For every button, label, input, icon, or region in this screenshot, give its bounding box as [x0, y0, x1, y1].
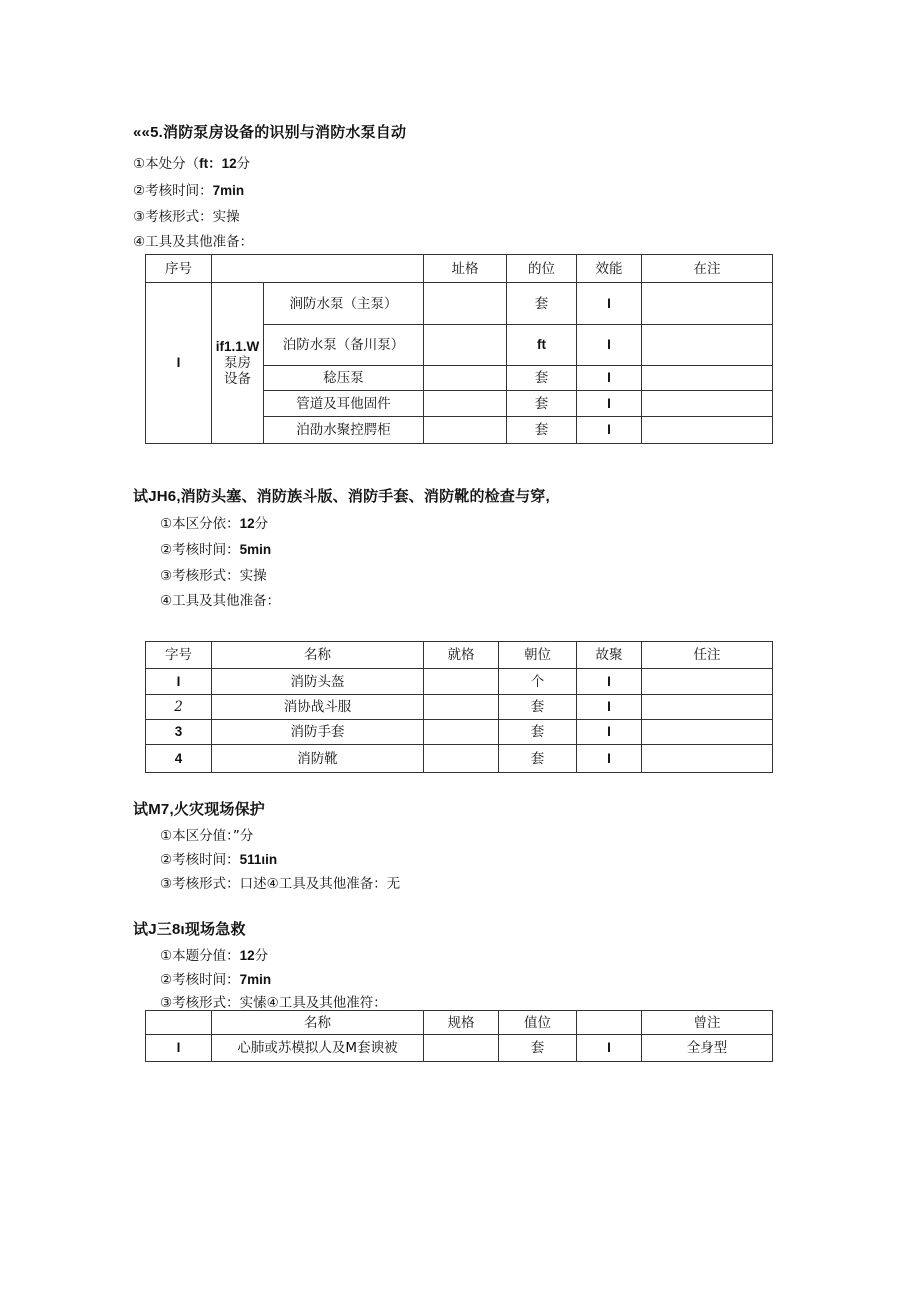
unit-cell: 套 — [507, 366, 577, 391]
section-5-title: ««5.消防泵房设备的识别与消防水泵自动 — [133, 124, 407, 141]
name-cell: 心肺或苏模拟人及M套谀被 — [212, 1035, 424, 1062]
unit-cell: 套 — [499, 1035, 577, 1062]
score-label: ①本题分值： — [160, 948, 240, 964]
header-cell: 的位 — [507, 255, 577, 283]
no-cell: 2 — [146, 695, 212, 720]
header-cell: 序号 — [146, 255, 212, 283]
category-line-2: 泵房 — [224, 355, 251, 371]
section-5-score — [133, 152, 250, 172]
seq-cell: I — [146, 283, 212, 444]
header-cell — [212, 255, 424, 283]
unit-cell: 套 — [507, 283, 577, 325]
unit-cell: ft — [507, 325, 577, 366]
qty-cell: I — [577, 391, 642, 417]
table-row — [146, 283, 773, 325]
section-7-time — [160, 848, 277, 868]
qty-cell: I — [577, 695, 642, 720]
unit-cell: 套 — [507, 391, 577, 417]
header-cell: 在注 — [642, 255, 773, 283]
spec-cell — [424, 745, 499, 773]
name-cell: 涧防水泵（主泵） — [264, 283, 424, 325]
section-8-form: ③考核形式：实愫④工具及其他准符： — [160, 995, 387, 1011]
section-6-score — [160, 512, 268, 532]
category-line-3: 设备 — [224, 371, 251, 387]
section-8-score — [160, 944, 268, 964]
score-unit: 分 — [236, 156, 251, 172]
section-6-form: ③考核形式：实操 — [160, 568, 267, 584]
spec-cell — [424, 391, 507, 417]
no-cell: 4 — [146, 745, 212, 773]
name-cell: 消协战斗服 — [212, 695, 424, 720]
note-cell — [642, 366, 773, 391]
note-cell: 全身型 — [642, 1035, 773, 1062]
spec-cell — [424, 1035, 499, 1062]
spec-cell — [424, 366, 507, 391]
qty-cell: I — [577, 283, 642, 325]
spec-cell — [424, 695, 499, 720]
note-cell — [642, 417, 773, 444]
note-cell — [642, 325, 773, 366]
section-7-title: 试M7,火灾现场保护 — [133, 801, 266, 818]
name-cell: 消防手套 — [212, 720, 424, 745]
note-cell — [642, 720, 773, 745]
spec-cell — [424, 325, 507, 366]
score-value: 12 — [239, 516, 255, 531]
section-8-table — [145, 1010, 773, 1062]
section-7-form: ③考核形式：口述④工具及其他准备：无 — [160, 876, 401, 892]
header-cell — [146, 1011, 212, 1035]
name-cell: 泊劭水聚控腭柜 — [264, 417, 424, 444]
score-label: ①本区分依： — [160, 516, 240, 532]
header-cell: 曾注 — [642, 1011, 773, 1035]
time-value: 5min — [239, 542, 272, 557]
time-label: ②考核时间： — [160, 972, 240, 988]
unit-cell: 个 — [499, 669, 577, 695]
name-cell: 泊防水泵（备川泵） — [264, 325, 424, 366]
header-cell: 名称 — [212, 1011, 424, 1035]
table-row — [146, 695, 773, 720]
score-unit: 分 — [254, 516, 269, 532]
section-8-title: 试J三8ι现场急救 — [133, 921, 246, 938]
table-row — [146, 745, 773, 773]
table-header-row — [146, 255, 773, 283]
section-6-time — [160, 538, 271, 558]
section-5-tools: ④工具及其他准备： — [133, 234, 254, 250]
category-cell — [212, 283, 264, 444]
section-6-title: 试JH6,消防头塞、消防族斗版、消防手套、消防靴的检查与穿, — [133, 488, 550, 505]
note-cell — [642, 669, 773, 695]
spec-cell — [424, 669, 499, 695]
header-cell: 址格 — [424, 255, 507, 283]
score-value: 12 — [239, 948, 255, 963]
time-label: ②考核时间： — [160, 542, 240, 558]
time-value: 7min — [239, 972, 272, 987]
header-cell: 效能 — [577, 255, 642, 283]
time-label: ②考核时间： — [160, 852, 240, 868]
unit-cell: 套 — [499, 720, 577, 745]
header-cell: 值位 — [499, 1011, 577, 1035]
section-6-table — [145, 641, 773, 773]
score-value: ft：12 — [199, 156, 237, 171]
header-cell: 故聚 — [577, 642, 642, 669]
table-header-row — [146, 642, 773, 669]
qty-cell: I — [577, 417, 642, 444]
section-6-tools: ④工具及其他准备： — [160, 593, 281, 609]
time-value: 511ιin — [239, 852, 278, 867]
unit-cell: 套 — [499, 695, 577, 720]
header-cell: 字号 — [146, 642, 212, 669]
time-label: ②考核时间： — [133, 183, 213, 199]
unit-cell: 套 — [507, 417, 577, 444]
score-unit: 分 — [254, 948, 269, 964]
category-code: if1.1.W — [215, 339, 260, 354]
qty-cell: I — [577, 1035, 642, 1062]
section-8-time — [160, 968, 271, 988]
qty-cell: I — [577, 720, 642, 745]
spec-cell — [424, 283, 507, 325]
header-cell: 任注 — [642, 642, 773, 669]
header-cell: 名称 — [212, 642, 424, 669]
qty-cell: I — [577, 325, 642, 366]
table-row — [146, 720, 773, 745]
qty-cell: I — [577, 669, 642, 695]
table-row — [146, 669, 773, 695]
name-cell: 稔压泵 — [264, 366, 424, 391]
spec-cell — [424, 720, 499, 745]
qty-cell: I — [577, 745, 642, 773]
table-row — [146, 1035, 773, 1062]
section-5-time — [133, 179, 244, 199]
header-cell: 就格 — [424, 642, 499, 669]
spec-cell — [424, 417, 507, 444]
header-cell — [577, 1011, 642, 1035]
no-cell: I — [146, 1035, 212, 1062]
time-value: 7min — [212, 183, 245, 198]
no-cell: 3 — [146, 720, 212, 745]
qty-cell: I — [577, 366, 642, 391]
note-cell — [642, 391, 773, 417]
name-cell: 管道及耳他固件 — [264, 391, 424, 417]
table-header-row — [146, 1011, 773, 1035]
unit-cell: 套 — [499, 745, 577, 773]
section-5-form: ③考核形式：实操 — [133, 209, 240, 225]
section-7-score: ①本区分值：”分 — [160, 828, 254, 844]
name-cell: 消防靴 — [212, 745, 424, 773]
note-cell — [642, 283, 773, 325]
header-cell: 朝位 — [499, 642, 577, 669]
header-cell: 规格 — [424, 1011, 499, 1035]
score-label: ①本处分（ — [133, 156, 200, 172]
note-cell — [642, 695, 773, 720]
name-cell: 消防头盔 — [212, 669, 424, 695]
section-5-table — [145, 254, 773, 444]
no-cell: I — [146, 669, 212, 695]
note-cell — [642, 745, 773, 773]
